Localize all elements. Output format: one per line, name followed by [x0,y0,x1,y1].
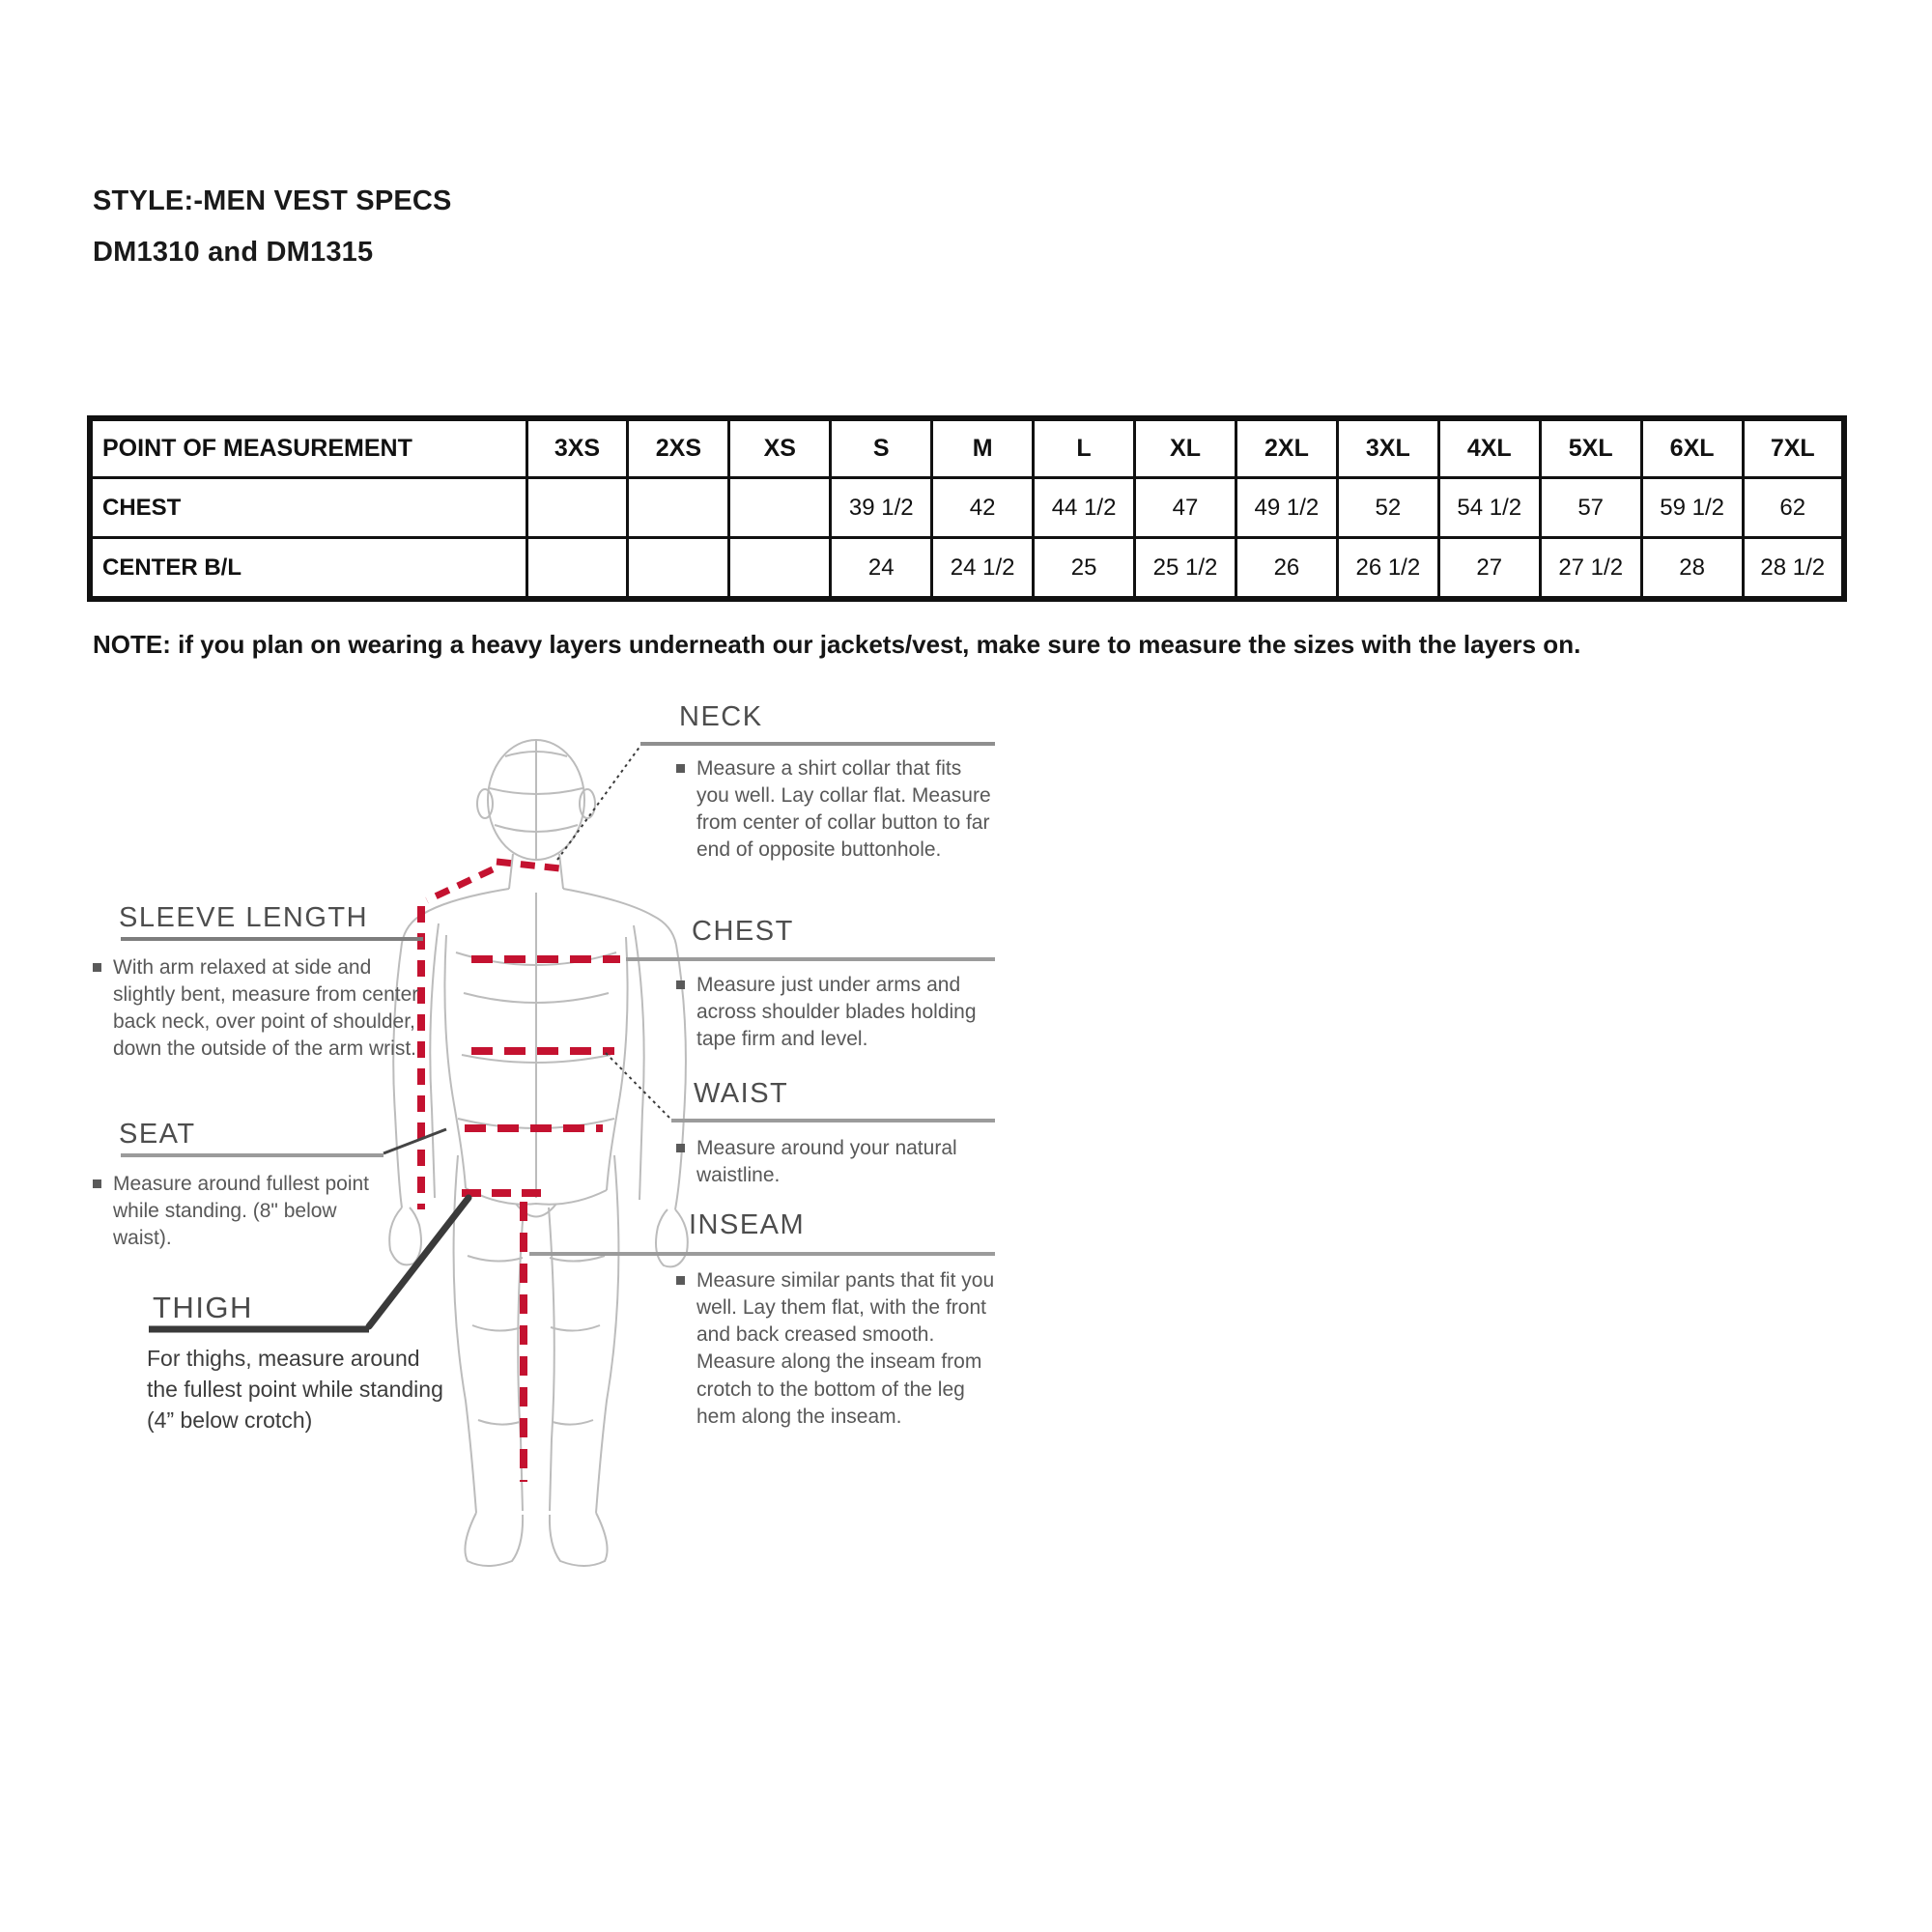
col-header-3xs: 3XS [526,418,628,478]
centerbl-xl: 25 1/2 [1135,538,1236,600]
neck-shoulder-measure-line [427,869,493,900]
centerbl-6xl: 28 [1641,538,1743,600]
bullet-square-icon [676,764,685,773]
col-header-2xl: 2XL [1236,418,1337,478]
chest-6xl: 59 1/2 [1641,478,1743,538]
centerbl-2xl: 26 [1236,538,1337,600]
centerbl-2xs [628,538,729,600]
chest-heading: CHEST [692,916,794,947]
col-header-l: L [1034,418,1135,478]
chest-s: 39 1/2 [831,478,932,538]
col-header-point-of-measurement: POINT OF MEASUREMENT [90,418,526,478]
waist-heading: WAIST [694,1078,789,1109]
chest-l: 44 1/2 [1034,478,1135,538]
chest-instruction-text: Measure just under arms and across shoulder blades holding tape firm and level. [696,974,977,1051]
mannequin-wireframe [389,740,688,1566]
bullet-square-icon [676,1276,685,1285]
centerbl-m: 24 1/2 [932,538,1034,600]
sleeve-length-instruction-text: With arm relaxed at side and slightly bent, measure from center back neck, over point of shoulder, down the outside of the arm wrist. [113,956,419,1061]
seat-instruction [93,1171,392,1252]
chest-2xl: 49 1/2 [1236,478,1337,538]
col-header-xl: XL [1135,418,1236,478]
col-header-5xl: 5XL [1540,418,1641,478]
chest-xl: 47 [1135,478,1236,538]
chest-3xl: 52 [1337,478,1438,538]
thigh-heading: THIGH [153,1291,253,1324]
centerbl-3xl: 26 1/2 [1337,538,1438,600]
sleeve-length-heading: SLEEVE LENGTH [119,902,369,933]
col-header-2xs: 2XS [628,418,729,478]
seat-heading: SEAT [119,1119,196,1150]
centerbl-4xl: 27 [1438,538,1540,600]
table-header-row [90,418,1844,478]
waist-instruction [676,1135,995,1189]
inseam-heading: INSEAM [689,1209,806,1240]
col-header-7xl: 7XL [1743,418,1844,478]
chest-5xl: 57 [1540,478,1641,538]
waist-leader-line [606,1053,671,1120]
bullet-square-icon [93,963,101,972]
page-title: STYLE:-MEN VEST SPECS [93,185,452,216]
waist-instruction-text: Measure around your natural waistline. [696,1137,957,1187]
col-header-s: S [831,418,932,478]
col-header-4xl: 4XL [1438,418,1540,478]
chest-7xl: 62 [1743,478,1844,538]
chest-3xs [526,478,628,538]
inseam-instruction [676,1267,1005,1431]
neck-heading: NECK [679,701,763,732]
seat-instruction-text: Measure around fullest point while standing. (8" below waist). [113,1173,369,1250]
col-header-6xl: 6XL [1641,418,1743,478]
col-header-xs: XS [729,418,831,478]
inseam-instruction-text: Measure similar pants that fit you well. Lay them flat, with the front and back creased smooth. Measure along the inseam from crotch to the bottom of the leg hem along the inseam. [696,1269,995,1428]
bullet-square-icon [676,1144,685,1152]
table-row-chest [90,478,1844,538]
bullet-square-icon [93,1179,101,1188]
style-codes: DM1310 and DM1315 [93,237,374,268]
note-text: NOTE: if you plan on wearing a heavy layers underneath our jackets/vest, make sure to measure the sizes with the layers on. [93,630,1581,659]
size-spec-table [87,415,1847,602]
centerbl-5xl: 27 1/2 [1540,538,1641,600]
bullet-square-icon [676,980,685,989]
seat-leader-line [384,1129,446,1153]
thigh-instruction-text: For thighs, measure around the fullest point while standing (4” below crotch) [147,1346,443,1434]
chest-4xl: 54 1/2 [1438,478,1540,538]
neck-instruction [676,755,995,865]
sleeve-length-instruction [93,954,421,1064]
col-header-m: M [932,418,1034,478]
neck-measure-line [497,862,560,868]
centerbl-xs [729,538,831,600]
row-label-chest: CHEST [90,478,526,538]
row-label-center-bl: CENTER B/L [90,538,526,600]
chest-instruction [676,972,995,1053]
neck-instruction-text: Measure a shirt collar that fits you well. Lay collar flat. Measure from center of collar button to far end of opposite buttonhole. [696,757,991,862]
neck-leader-line [557,746,640,860]
chest-2xs [628,478,729,538]
chest-m: 42 [932,478,1034,538]
centerbl-3xs [526,538,628,600]
centerbl-l: 25 [1034,538,1135,600]
table-row-center-bl [90,538,1844,600]
col-header-3xl: 3XL [1337,418,1438,478]
centerbl-s: 24 [831,538,932,600]
centerbl-7xl: 28 1/2 [1743,538,1844,600]
chest-xs [729,478,831,538]
